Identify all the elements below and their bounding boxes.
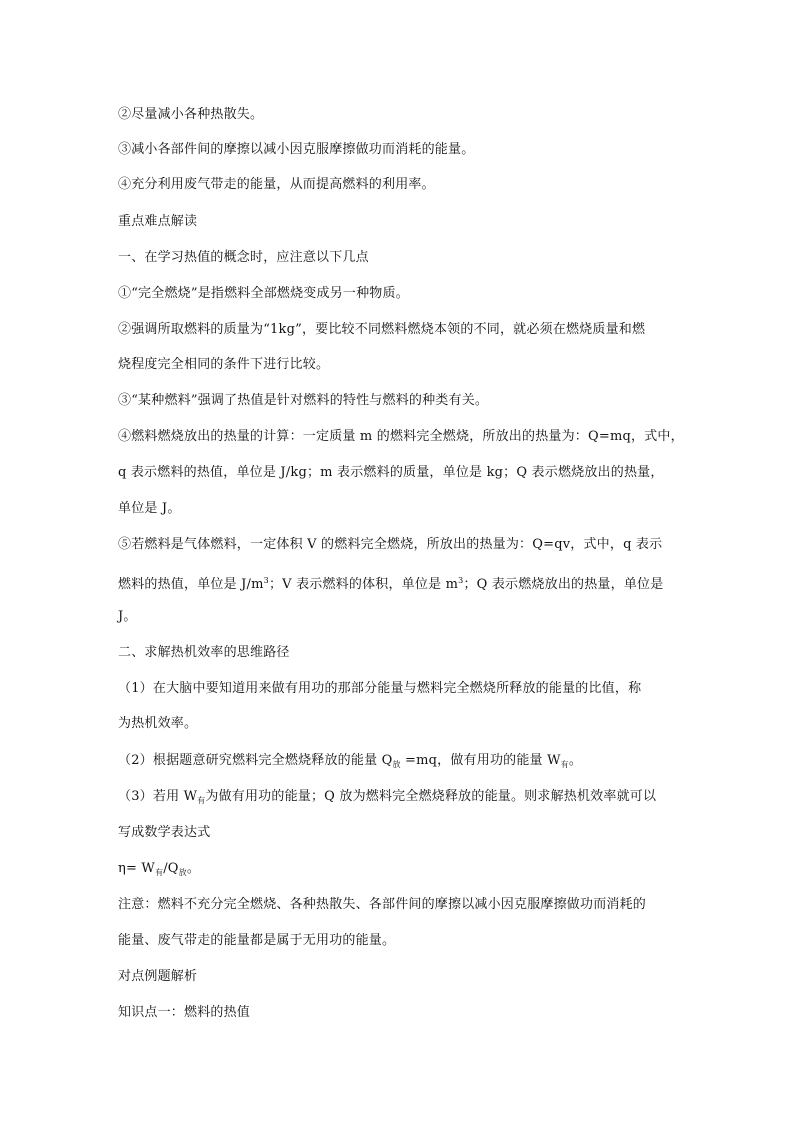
text-run: （3）若用 W (118, 789, 198, 804)
subscript: 放 (392, 760, 401, 769)
text-run: ；V 表示燃料的体积，单位是 m (268, 577, 459, 592)
subscript: 有 (560, 760, 569, 769)
text-run: ；Q 表示燃烧放出的热量，单位是 (463, 577, 664, 592)
text-run: 。 (186, 861, 201, 876)
section-heading: 知识点一：燃料的热值 (118, 1005, 251, 1020)
subscript: 放 (178, 868, 187, 877)
text-line: q 表示燃料的热值，单位是 J/kg；m 表示燃料的质量，单位是 kg；Q 表示燃烧放出的热量， (118, 465, 664, 480)
superscript: 3 (263, 576, 269, 585)
text-line (118, 752, 582, 770)
text-line: ②强调所取燃料的质量为“1kg”，要比较不同燃料燃烧本领的不同，就必须在燃烧质量和燃 (118, 322, 646, 337)
text-run: η= W (118, 861, 155, 876)
text-line: 烧程度完全相同的条件下进行比较。 (118, 357, 330, 372)
text-line: ③“某种燃料”强调了热值是针对燃料的特性与燃料的种类有关。 (118, 393, 489, 408)
text-line (118, 788, 656, 806)
section-heading: 重点难点解读 (118, 214, 198, 229)
text-line: ①“完全燃烧”是指燃料全部燃烧变成另一种物质。 (118, 286, 409, 301)
superscript: 3 (458, 576, 464, 585)
text-run: 为做有用功的能量；Q 放为燃料完全燃烧释放的能量。则求解热机效率就可以 (205, 789, 657, 804)
subscript: 有 (154, 868, 164, 877)
text-run: /Q (163, 861, 179, 876)
text-run: =mq，做有用功的能量 W (400, 753, 561, 768)
text-line: 能量、废气带走的能量都是属于无用功的能量。 (118, 933, 396, 948)
text-line: 写成数学表达式 (118, 825, 211, 840)
formula (118, 860, 200, 878)
text-line: J。 (118, 609, 137, 624)
text-line: 注意：燃料不充分完全燃烧、各种热散失、各部件间的摩擦以减小因克服摩擦做功而消耗的 (118, 897, 647, 912)
subscript: 有 (197, 796, 206, 805)
text-line: ②尽量减小各种热散失。 (118, 107, 264, 122)
text-line: （1）在大脑中要知道用来做有用功的那部分能量与燃料完全燃烧所释放的能量的比值，称 (118, 681, 642, 696)
text-line: 为热机效率。 (118, 716, 198, 731)
text-line: ③减小各部件间的摩擦以减小因克服摩擦做功而消耗的能量。 (118, 142, 475, 157)
text-run: （2）根据题意研究燃料完全燃烧释放的能量 Q (118, 753, 393, 768)
section-heading: 二、求解热机效率的思维路径 (118, 645, 290, 660)
section-heading: 一、在学习热值的概念时，应注意以下几点 (118, 250, 369, 265)
text-run: 燃料的热值，单位是 J/m (118, 577, 264, 592)
text-run: 。 (568, 753, 583, 768)
text-line: ④燃料燃烧放出的热量的计算：一定质量 m 的燃料完全燃烧，所放出的热量为：Q=mq，式中， (118, 429, 684, 444)
text-line: ⑤若燃料是气体燃料，一定体积 V 的燃料完全燃烧，所放出的热量为：Q=qv，式中，q 表示 (118, 537, 663, 552)
text-line: 单位是 J。 (118, 501, 181, 516)
text-line (118, 572, 663, 590)
text-line: ④充分利用废气带走的能量，从而提高燃料的利用率。 (118, 177, 435, 192)
section-heading: 对点例题解析 (118, 969, 198, 984)
